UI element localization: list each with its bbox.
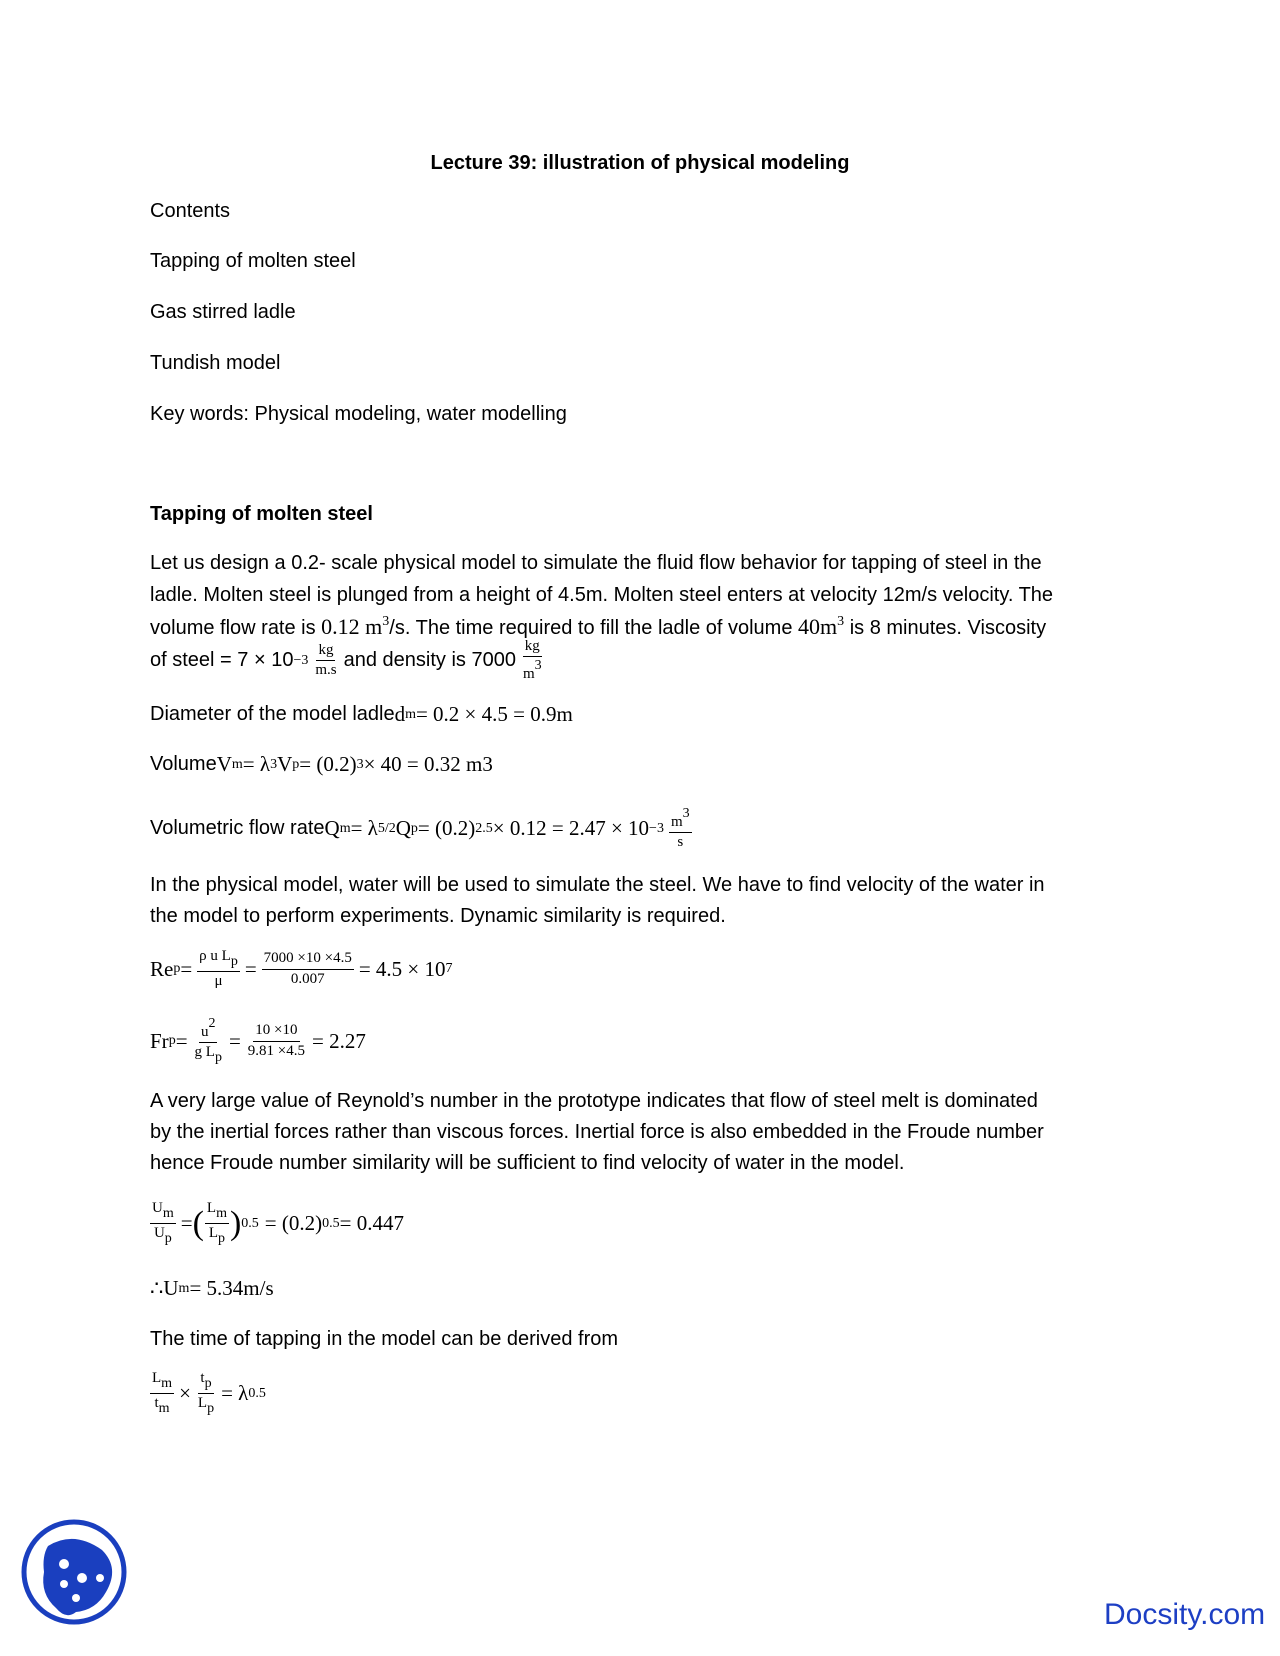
- time-fraction-2: $\frac{tp}{Lp}$: [197, 1370, 215, 1417]
- contents-heading: Contents: [150, 200, 231, 222]
- time-fraction-1: $\frac{Lm}{tm}$: [152, 1370, 173, 1417]
- docsity-logo-icon[interactable]: [20, 1516, 128, 1628]
- para2-line-2: the model to perform experiments. Dynamic similarity is required.: [150, 905, 726, 927]
- intro-line-3: volume flow rate is 0.12 $m^3/s$. The time required to fill the ladle of volume $40m^3$ is 8 minutes. Viscosity: [150, 614, 1047, 639]
- density-unit-fraction: $\frac{kg}{m3}$: [522, 638, 542, 683]
- velocity-ratio-fraction: $\frac{Um}{Up}$: [152, 1200, 174, 1247]
- page-title: Lecture 39: illustration of physical modeling: [430, 152, 850, 174]
- flow-unit-fraction: $\frac{m3}{s}$: [670, 806, 690, 851]
- para3-line-3: hence Froude number similarity will be sufficient to find velocity of water in the model.: [150, 1152, 905, 1174]
- flow-rate-equation: Volumetric flow rate Q m = λ 5/2 Q p = (0.2) 2.5 × 0.12 = 2.47 × 10 −3 $\frac{m3}{s}$: [150, 806, 690, 851]
- intro-line-4: of steel = 7 × 10 −3 $\frac{kg}{m.s}$ and density is 7000 $\frac{kg}{m3}$: [150, 638, 542, 683]
- contents-item-2: Gas stirred ladle: [150, 301, 296, 323]
- froude-fraction-2: $\frac{10 \times 10}{9.81 \times 4.5}$: [247, 1022, 306, 1059]
- contents-item-3: Tundish model: [150, 352, 281, 374]
- reynolds-fraction-2: $\frac{7000 \times 10 \times 4.5}{0.007}$: [263, 950, 352, 987]
- docsity-brand-link[interactable]: Docsity.com: [1104, 1598, 1266, 1631]
- section-heading: Tapping of molten steel: [150, 503, 373, 525]
- para3-line-2: by the inertial forces rather than viscous forces. Inertial force is also embedded in the Froude number: [150, 1121, 1044, 1143]
- intro-line-1: Let us design a 0.2- scale physical model to simulate the fluid flow behavior for tapping of steel in the: [150, 552, 1042, 574]
- reynolds-equation: Re p = $\frac{\text{ρ u Lp}}{\mu}$ = $\frac{7000 \times 10 \times 4.5}{0.007}$ = 4.5 × 10 7: [150, 948, 453, 990]
- para3-line-1: A very large value of Reynold’s number in the prototype indicates that flow of steel melt is dominated: [150, 1090, 1038, 1112]
- para2-line-1: In the physical model, water will be used to simulate the steel. We have to find velocity of the water in: [150, 874, 1045, 896]
- tapping-time-equation: $\frac{Lm}{tm}$ × $\frac{tp}{Lp}$ = λ 0.5: [152, 1370, 266, 1417]
- length-ratio-fraction: $\frac{Lm}{Lp}$: [206, 1200, 227, 1247]
- viscosity-unit-fraction: $\frac{kg}{m.s}$: [315, 642, 337, 679]
- contents-item-1: Tapping of molten steel: [150, 250, 356, 272]
- keywords: Key words: Physical modeling, water modelling: [150, 403, 567, 425]
- model-velocity-result: ∴ U m = 5.34m/s: [150, 1276, 274, 1300]
- froude-fraction-1: $\frac{u2}{\text{g Lp}}$: [194, 1016, 222, 1066]
- froude-equation: Fr p = $\frac{u2}{\text{g Lp}}$ = $\frac{10 \times 10}{9.81 \times 4.5}$ = 2.27: [150, 1016, 366, 1066]
- velocity-ratio-equation: $\frac{Um}{Up}$ = ( $\frac{Lm}{Lp}$ ) 0.5 = (0.2) 0.5 = 0.447: [152, 1200, 404, 1247]
- reynolds-fraction-1: $\frac{\text{ρ u Lp}}{\mu}$: [199, 948, 238, 990]
- diameter-equation: Diameter of the model ladle d m = 0.2 × 4.5 = 0.9m: [150, 702, 573, 726]
- volume-equation: Volume V m = λ 3 V p = (0.2) 3 × 40 = 0.32 m3: [150, 752, 493, 776]
- para4: The time of tapping in the model can be derived from: [150, 1328, 619, 1350]
- intro-line-2: ladle. Molten steel is plunged from a height of 4.5m. Molten steel enters at velocity 12m/s velocity. The: [150, 584, 1054, 606]
